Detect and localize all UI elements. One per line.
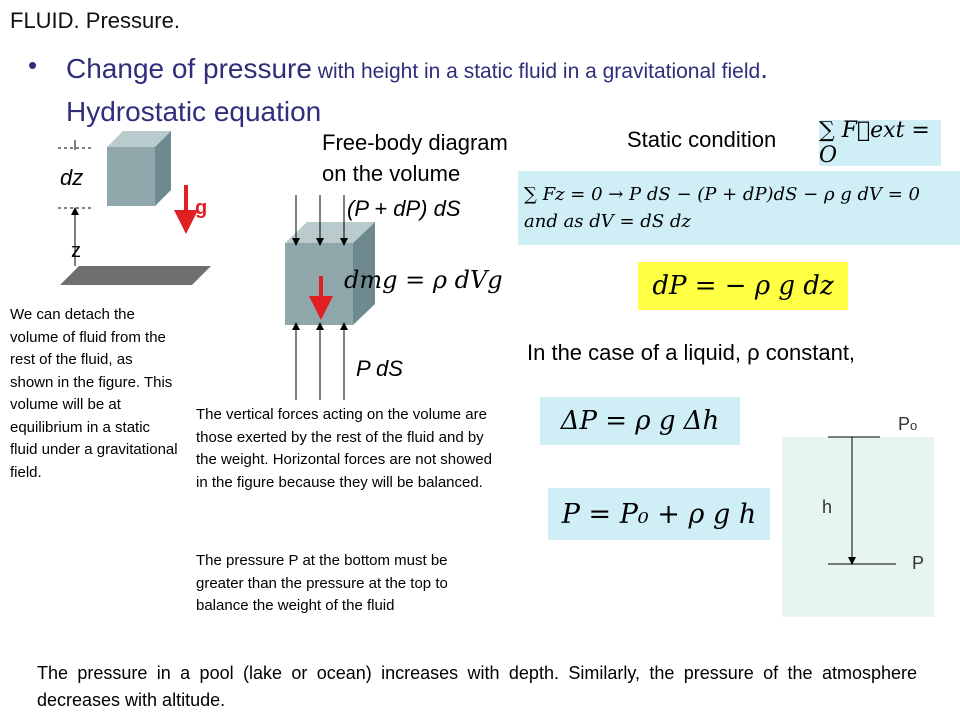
- slide-title: FLUID. Pressure.: [10, 8, 180, 33]
- heading-line2: Hydrostatic equation: [66, 96, 322, 127]
- p-equation: P = P₀ + ρ g h: [548, 488, 770, 540]
- static-condition-equation: ∑ F⃗ext = O: [819, 120, 941, 166]
- footer-note: The pressure in a pool (lake or ocean) increases with depth. Similarly, the pressure of the atmosphere decreases with altitude.: [37, 663, 917, 710]
- liquid-note: In the case of a liquid, ρ constant,: [527, 340, 856, 365]
- small-cube: [107, 131, 171, 206]
- z-label: z: [71, 240, 81, 262]
- static-condition-label: Static condition: [627, 127, 777, 152]
- heading-rest: with height in a static fluid in a gravitational field: [311, 60, 761, 83]
- left-description: We can detach the volume of fluid from the rest of the fluid, as shown in the figure. This volume will be at equilibrium in a static fluid under a gravitational field.: [10, 306, 178, 481]
- pressure-description: The pressure P at the bottom must be greater than the pressure at the top to balance the weight of the fluid: [196, 552, 448, 614]
- weight-equation: dmg = ρ dVg: [344, 266, 503, 294]
- fbd-title: [322, 127, 508, 189]
- force-sum-box: [518, 171, 960, 245]
- heading-period: .: [760, 53, 768, 84]
- dz-label: dz: [60, 165, 84, 190]
- force-sum-line2: and as dV = dS dz: [524, 211, 691, 232]
- p-label: P: [912, 553, 925, 573]
- g-label: g: [195, 197, 208, 219]
- bottom-force-label: P dS: [356, 356, 403, 381]
- fbd-title-line2: on the volume: [322, 161, 461, 186]
- water-region: [782, 437, 934, 617]
- bullet-icon: •: [28, 50, 38, 80]
- p0-label-main: P: [898, 414, 911, 434]
- force-sum-line1: ∑ Fz = 0 → P dS − (P + dP)dS − ρ g dV = 0: [524, 184, 920, 205]
- heading-bold: Change of pressure: [66, 53, 312, 84]
- p0-label: [898, 414, 917, 435]
- dp-equation: dP = − ρ g dz: [638, 262, 848, 310]
- top-force-label: (P + dP) dS: [347, 196, 461, 221]
- forces-description: The vertical forces acting on the volume are those exerted by the rest of the fluid and by the weight. Horizontal forces are not showed in the figure because they will be balanced.: [196, 406, 492, 491]
- delta-p-equation: ΔP = ρ g Δh: [540, 397, 740, 445]
- h-label: h: [822, 497, 833, 517]
- fbd-title-line1: Free-body diagram: [322, 130, 508, 155]
- ground-plate: [60, 266, 211, 285]
- p0-label-sub: o: [910, 418, 918, 433]
